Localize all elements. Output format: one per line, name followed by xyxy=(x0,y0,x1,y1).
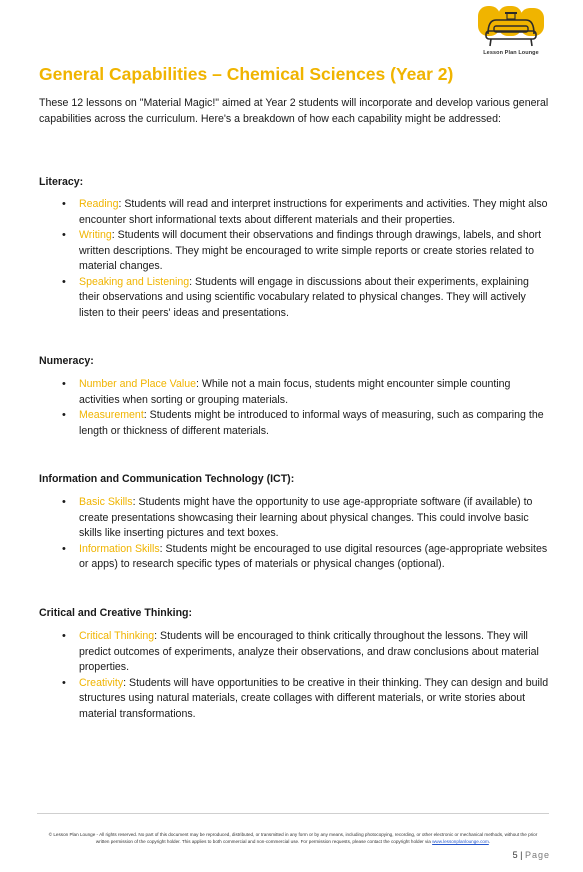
intro-paragraph: These 12 lessons on "Material Magic!" aimed at Year 2 students will incorporate and develop various general capabilities across the curriculum. Here's a breakdown of how each capability might be addressed: xyxy=(39,97,549,125)
critical-creative-list xyxy=(62,629,552,722)
literacy-list xyxy=(62,197,552,321)
page-number-value: 5 xyxy=(512,850,518,860)
bullet-icon: • xyxy=(62,630,66,642)
capability-term: Number and Place Value xyxy=(79,378,196,390)
copyright-text: © Lesson Plan Lounge - All rights reserved. No part of this document may be reproduced, distributed, or transmitted in any form or by any means, including photocopying, recording, or other electronic or mechanical methods, without the prior written permission of the copyright holder. This applies to both commercial and non-commercial use. For permission requests, please contact the copyright holder via xyxy=(48,832,538,844)
list-item xyxy=(62,495,552,542)
bullet-icon: • xyxy=(62,275,66,288)
capability-description: : Students will have opportunities to be creative in their thinking. They can design and build structures using natural materials, create collages with different materials, or write stories about material transformations. xyxy=(79,676,549,720)
capability-description: : Students might be introduced to informal ways of measuring, such as comparing the length or thickness of different materials. xyxy=(79,409,544,437)
section-heading-ict: Information and Communication Technology (ICT): xyxy=(39,473,295,485)
list-item xyxy=(62,676,552,723)
list-item xyxy=(62,408,552,439)
bullet-icon: • xyxy=(62,229,66,241)
list-item xyxy=(62,629,552,676)
capability-term: Writing xyxy=(79,229,112,241)
section-heading-critical-creative: Critical and Creative Thinking: xyxy=(39,607,193,619)
capability-description: : Students will be encouraged to think critically throughout the lessons. They will predict outcomes of experiments, analyze their observations, and draw conclusions about material properties. xyxy=(79,630,539,673)
bullet-icon: • xyxy=(62,198,66,210)
capability-description: : Students might have the opportunity to use age-appropriate software (if available) to create presentations showcasing their learning about physical changes. This could involve basic skills like inserting pictures and text boxes. xyxy=(79,496,533,539)
capability-term: Information Skills xyxy=(79,542,160,555)
footer-divider xyxy=(37,813,549,814)
list-item xyxy=(62,275,552,322)
capability-term: Critical Thinking xyxy=(79,630,155,642)
section-heading-literacy: Literacy: xyxy=(39,176,84,188)
capability-term: Basic Skills xyxy=(79,496,133,508)
list-item xyxy=(62,542,552,573)
bullet-icon: • xyxy=(62,496,66,508)
capability-term: Speaking and Listening xyxy=(79,275,190,288)
list-item xyxy=(62,377,552,408)
capability-term: Creativity xyxy=(79,676,124,689)
capability-description: : Students will read and interpret instructions for experiments and activities. They might also encounter short informational texts about different materials and their properties. xyxy=(79,198,548,226)
ict-list xyxy=(62,495,552,573)
page-title: General Capabilities – Chemical Sciences (Year 2) xyxy=(39,64,454,84)
list-item xyxy=(62,197,552,228)
bullet-icon: • xyxy=(62,378,66,390)
capability-term: Reading xyxy=(79,198,119,210)
logo-text: Lesson Plan Lounge xyxy=(483,50,539,56)
numeracy-list xyxy=(62,377,552,439)
link-suffix: . xyxy=(488,839,491,844)
bullet-icon: • xyxy=(62,542,66,555)
bullet-icon: • xyxy=(62,409,66,421)
capability-description: : While not a main focus, students might encounter simple counting activities when sorting or grouping materials. xyxy=(79,378,511,406)
capability-description: : Students will document their observations and findings through drawings, labels, and short written descriptions. They might be encouraged to write simple reports or create stories related to material changes. xyxy=(79,229,542,272)
capability-description: : Students might be encouraged to use digital resources (age-appropriate websites or apps) to research specific types of materials or physical changes (optional). xyxy=(79,542,548,570)
capability-term: Measurement xyxy=(79,409,144,421)
page-word: Page xyxy=(524,850,550,860)
capability-description: : Students will engage in discussions about their experiments, explaining their observations and using scientific vocabulary related to physical changes. They will actively listen to their peers' ideas and presentations. xyxy=(79,275,529,319)
list-item xyxy=(62,228,552,275)
page-separator: | xyxy=(517,850,525,860)
footer-copyright xyxy=(42,831,544,845)
page-number xyxy=(495,850,550,860)
section-heading-numeracy: Numeracy: xyxy=(39,355,94,367)
website-link[interactable]: www.lessonplanlounge.com xyxy=(432,839,489,844)
bullet-icon: • xyxy=(62,676,66,689)
